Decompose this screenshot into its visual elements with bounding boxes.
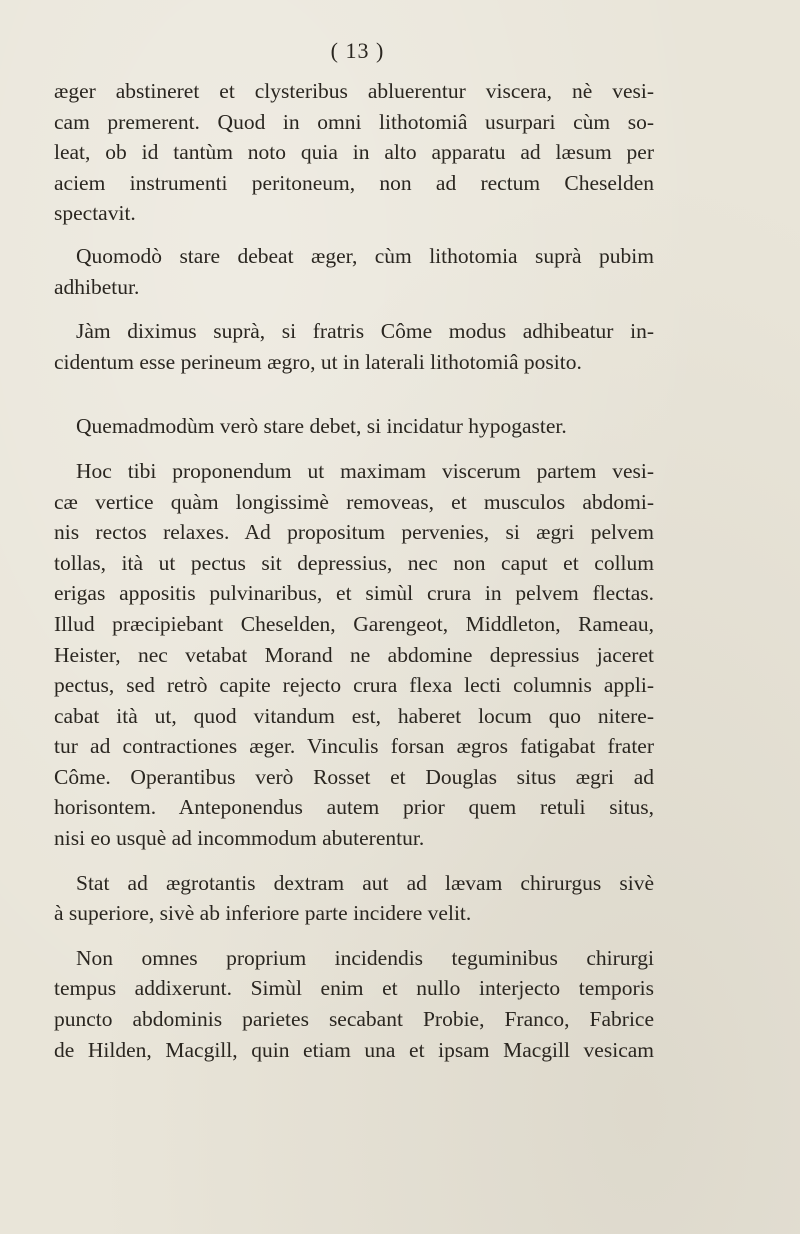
text-line: Quomodò stare debeat æger, cùm lithotomia suprà pubim	[76, 243, 654, 268]
text-line: Heister, nec vetabat Morand ne abdomine depressius jaceret	[54, 642, 654, 667]
text-line: pectus, sed retrò capite rejecto crura flexa lecti columnis appli-	[54, 673, 654, 698]
text-line: adhibetur.	[54, 274, 140, 299]
paragraph	[54, 868, 654, 929]
text-line: aciem instrumenti peritoneum, non ad rectum Cheselden	[54, 170, 654, 195]
text-line: tollas, ità ut pectus sit depressius, nec non caput et collum	[54, 550, 654, 575]
text-line: cidentum esse perineum ægro, ut in laterali lithotomiâ posito.	[54, 349, 582, 374]
text-line: à superiore, sivè ab inferiore parte incidere velit.	[54, 901, 472, 926]
text-line: cabat ità ut, quod vitandum est, haberet locum quo nitere-	[54, 703, 654, 728]
text-line: Hoc tibi proponendum ut maximam viscerum partem vesi-	[76, 458, 654, 483]
text-line: Jàm diximus suprà, si fratris Côme modus adhibeatur in-	[76, 319, 654, 344]
paragraph	[54, 456, 654, 854]
paragraph	[54, 943, 654, 1065]
text-line: horisontem. Anteponendus autem prior quem retuli situs,	[54, 795, 654, 820]
text-line: Quemadmodùm verò stare debet, si incidatur hypogaster.	[76, 414, 567, 439]
text-line: Stat ad ægrotantis dextram aut ad lævam chirurgus sivè	[76, 870, 654, 895]
text-line: erigas appositis pulvinaribus, et simùl crura in pelvem flectas.	[54, 581, 654, 606]
text-line: tempus addixerunt. Simùl enim et nullo interjecto temporis	[54, 976, 654, 1001]
body-text	[54, 76, 654, 1065]
text-line: nisi eo usquè ad incommodum abuterentur.	[54, 826, 425, 851]
text-line: æger abstineret et clysteribus abluerentur viscera, nè vesi-	[54, 79, 654, 103]
text-line: cam premerent. Quod in omni lithotomiâ usurpari cùm so-	[54, 109, 654, 134]
paragraph	[54, 411, 654, 442]
text-line: Illud præcipiebant Cheselden, Garengeot, Middleton, Rameau,	[54, 611, 654, 636]
text-line: Non omnes proprium incidendis teguminibus chirurgi	[76, 945, 654, 970]
paragraph	[54, 241, 654, 302]
paragraph	[54, 316, 654, 377]
text-line: cæ vertice quàm longissimè removeas, et musculos abdomi-	[54, 489, 654, 514]
text-line: tur ad contractiones æger. Vinculis forsan ægros fatigabat frater	[54, 734, 654, 759]
paragraph	[54, 76, 654, 229]
text-line: puncto abdominis parietes secabant Probie, Franco, Fabrice	[54, 1007, 654, 1032]
text-line: leat, ob id tantùm noto quia in alto apparatu ad læsum per	[54, 140, 654, 165]
text-line: Côme. Operantibus verò Rosset et Douglas situs ægri ad	[54, 764, 654, 789]
page-number: ( 13 )	[330, 38, 385, 63]
text-line: de Hilden, Macgill, quin etiam una et ipsam Macgill vesicam	[54, 1037, 654, 1062]
text-line: spectavit.	[54, 201, 136, 226]
text-line: nis rectos relaxes. Ad propositum pervenies, si ægri pelvem	[54, 520, 654, 545]
